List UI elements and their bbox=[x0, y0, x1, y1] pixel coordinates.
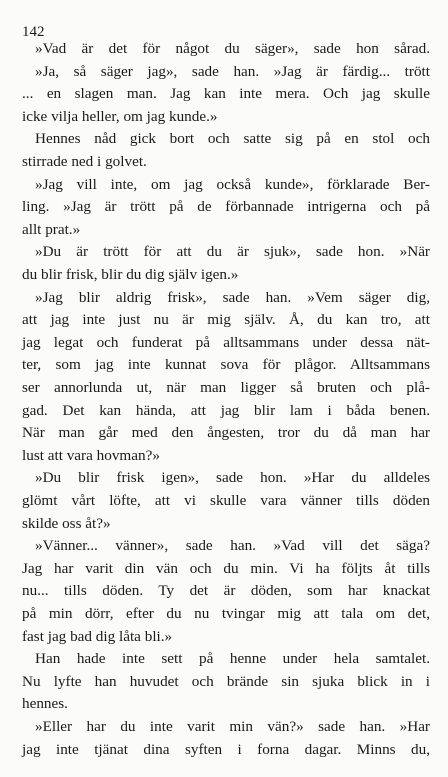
text-line: »Vad är det för något du säger», sade hon sårad. bbox=[35, 40, 430, 57]
text-line: gad. Det kan hända, att jag blir lam i båda benen. bbox=[22, 401, 430, 419]
text-line: på min dörr, efter du nu tvingar mig att tala om det, bbox=[22, 605, 430, 622]
text-line: hennes. bbox=[22, 695, 68, 713]
text-line: Hennes nåd gick bort och satte sig på en stol och bbox=[35, 130, 430, 148]
text-line: Nu lyfte han huvudet och brände sin sjuka blick in i bbox=[22, 672, 430, 690]
text-line: »Ja, så säger jag», sade han. »Jag är färdig... trött bbox=[35, 62, 430, 80]
text-line: stirrade ned i golvet. bbox=[22, 153, 147, 170]
text-line: jag legat och funderat på alltsammans under dessa nät- bbox=[22, 333, 430, 351]
text-line: Han hade inte sett på henne under hela samtalet. bbox=[35, 650, 430, 668]
text-line: glömt vårt löfte, att vi skulle vara vänner tills döden bbox=[22, 492, 430, 509]
text-line: att jag inte just nu är mig själv. Å, du kan tro, att bbox=[22, 311, 430, 329]
text-line: Jag har varit din vän och du min. Vi ha följts åt tills bbox=[22, 559, 430, 577]
text-line: ser annorlunda ut, när man ligger så bruten och plå- bbox=[22, 379, 430, 396]
text-line: skilde oss åt?» bbox=[22, 514, 111, 532]
text-line: nu... tills döden. Ty det är döden, som har knackat bbox=[22, 582, 430, 600]
text-line: »Jag vill inte, om jag också kunde», förklarade Ber- bbox=[35, 175, 430, 193]
text-line: du blir frisk, blir du dig själv igen.» bbox=[22, 266, 239, 283]
text-line: »Du är trött för att du är sjuk», sade hon. »När bbox=[35, 243, 430, 261]
text-line: När man går med den ångesten, tror du då man har bbox=[22, 424, 430, 442]
text-line: icke vilja heller, om jag kunde.» bbox=[22, 107, 218, 125]
page-number: 142 bbox=[22, 24, 45, 40]
text-line: ling. »Jag är trött på de förbannade intrigerna och på bbox=[22, 198, 430, 216]
text-line: allt prat.» bbox=[22, 220, 81, 238]
text-line: »Eller har du inte varit min vän?» sade han. »Har bbox=[35, 718, 430, 735]
text-line: lust att vara hovman?» bbox=[22, 446, 160, 464]
text-line: ter, som jag inte kunnat sova för plågor. Alltsammans bbox=[22, 356, 430, 374]
text-line: ... en slagen man. Jag kan inte mera. Och jag skulle bbox=[22, 85, 430, 103]
text-line: jag inte tjänat dina syften i forna dagar. Minns du, bbox=[22, 740, 430, 758]
text-line: fast jag bad dig låta bli.» bbox=[22, 627, 173, 645]
text-line: »Vänner... vänner», sade han. »Vad vill det säga? bbox=[35, 537, 430, 555]
text-line: »Jag blir aldrig frisk», sade han. »Vem säger dig, bbox=[35, 288, 430, 306]
text-line: »Du blir frisk igen», sade hon. »Har du alldeles bbox=[35, 469, 430, 487]
